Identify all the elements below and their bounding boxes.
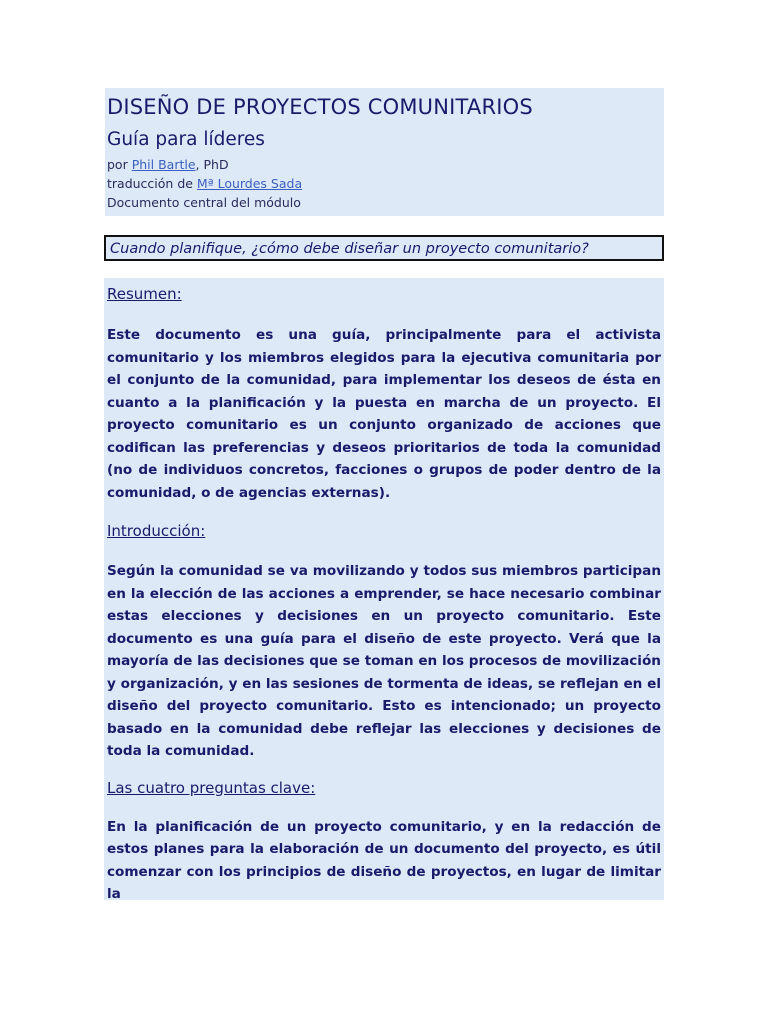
document-title: DISEÑO DE PROYECTOS COMUNITARIOS bbox=[107, 95, 533, 119]
translation-prefix: traducción de bbox=[107, 176, 197, 191]
section-heading-preguntas-clave: Las cuatro preguntas clave: bbox=[107, 778, 316, 797]
document-header bbox=[105, 88, 664, 216]
author-prefix: por bbox=[107, 157, 132, 172]
author-suffix: , PhD bbox=[195, 157, 229, 172]
section-text-resumen: Este documento es una guía, principalmente para el activista comunitario y los miembros elegidos para la ejecutiva comunitaria por el conjunto de la comunidad, para implementar los deseos de ésta en cuanto a la planificación y la puesta en marcha de un proyecto. El proyecto comunitario es un conjunto organizado de acciones que codifican las preferencias y deseos prioritarios de toda la comunidad (no de individuos concretos, facciones o grupos de poder dentro de la comunidad, o de agencias externas). bbox=[107, 327, 661, 501]
document-subtitle: Guía para líderes bbox=[107, 129, 265, 150]
key-question: Cuando planifique, ¿cómo debe diseñar un proyecto comunitario? bbox=[104, 235, 664, 261]
author-line bbox=[107, 155, 662, 174]
section-text-preguntas-clave: En la planificación de un proyecto comunitario, y en la redacción de estos planes para la elaboración de un documento del proyecto, es útil comenzar con los principios de diseño de proyectos, en lugar de limitar la bbox=[107, 818, 661, 900]
translation-line bbox=[107, 174, 662, 193]
section-heading-introduccion: Introducción: bbox=[107, 522, 206, 540]
section-heading-resumen: Resumen: bbox=[107, 285, 182, 303]
author-link[interactable]: Phil Bartle bbox=[131, 157, 196, 172]
section-text-introduccion: Según la comunidad se va movilizando y todos sus miembros participan en la elección de las acciones a emprender, se hace necesario combinar estas elecciones y decisiones en un proyecto comunitario. Este documento es una guía para el diseño de este proyecto. Verá que la mayoría de las decisiones que se toman en los procesos de movilización y organización, y en las sesiones de tormenta de ideas, se reflejan en el diseño del proyecto comunitario. Esto es intencionado; un proyecto basado en la comunidad debe reflejar las elecciones y decisiones de toda la comunidad. bbox=[107, 563, 661, 759]
translator-link[interactable]: Mª Lourdes Sada bbox=[196, 176, 303, 191]
module-label: Documento central del módulo bbox=[107, 195, 301, 210]
document-body bbox=[104, 278, 664, 900]
